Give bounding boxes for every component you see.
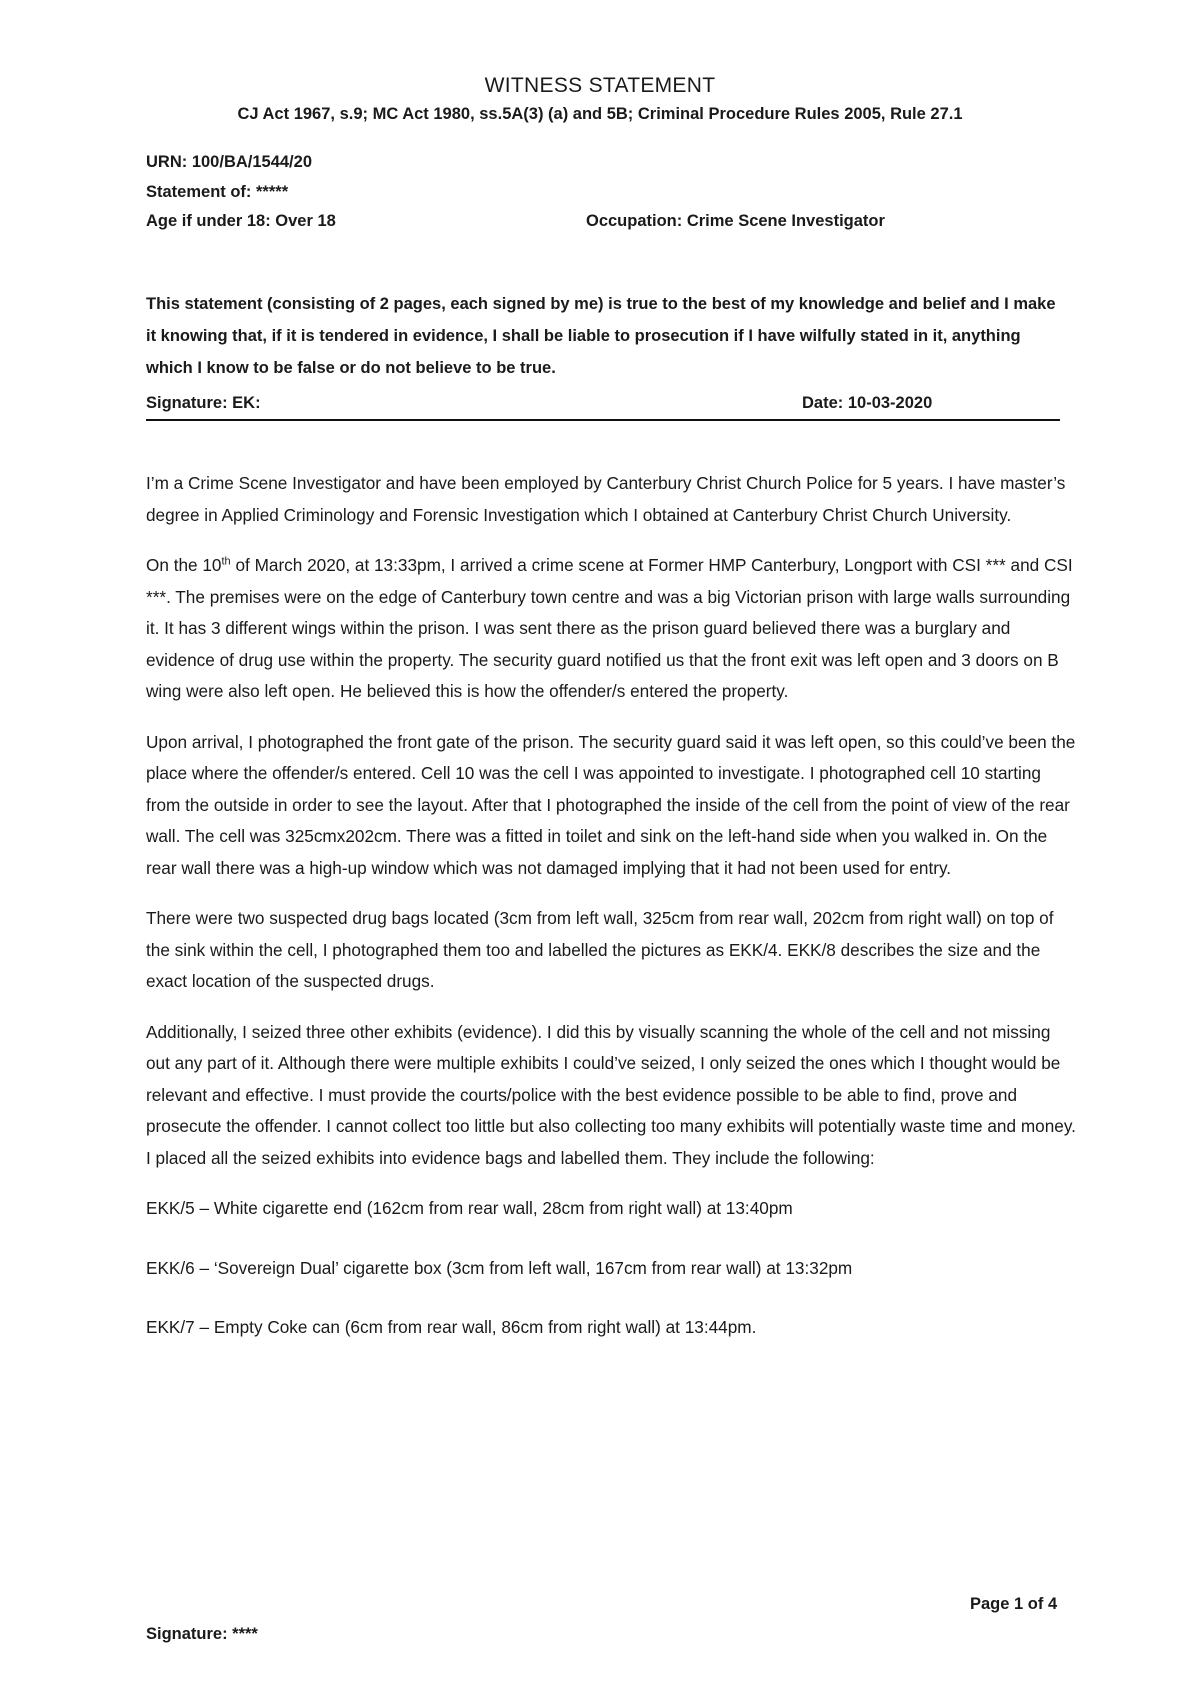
statement-body [146,468,1076,1372]
divider [146,419,1060,421]
date-field: Date: 10-03-2020 [802,394,933,412]
footer-signature: Signature: **** [146,1625,258,1643]
document-title: WITNESS STATEMENT [484,74,716,97]
paragraph-employment: I’m a Crime Scene Investigator and have been employed by Canterbury Christ Church Police for 5 years. I have master’s degree in Applied Criminology and Forensic Investigation which I obtained at Canterbury Christ Church University. [146,473,1066,525]
paragraph-exhibits: Additionally, I seized three other exhibits (evidence). I did this by visually scanning the whole of the cell and not missing out any part of it. Although there were multiple exhibits I could’ve seized, I only seized the ones which I thought would be relevant and effective. I must provide the courts/police with the best evidence possible to be able to find, prove and prosecute the offender. I cannot collect too little but also collecting too many exhibits will potentially waste time and money. I placed all the seized exhibits into evidence bags and labelled them. They include the following: [146,1021,1076,1168]
signature-field: Signature: EK: [146,394,261,412]
occupation-field: Occupation: Crime Scene Investigator [586,212,885,230]
paragraph-arrival [146,550,1076,708]
document-subtitle: CJ Act 1967, s.9; MC Act 1980, ss.5A(3) (a) and 5B; Criminal Procedure Rules 2005, Rule 27.1 [237,105,963,123]
page-number: Page 1 of 4 [970,1595,1058,1613]
paragraph-photography: Upon arrival, I photographed the front gate of the prison. The security guard said it was left open, so this could’ve been the place where the offender/s entered. Cell 10 was the cell I was appointed to investigate. I photographed cell 10 starting from the outside in order to see the layout. After that I photographed the inside of the cell from the point of view of the rear wall. The cell was 325cmx202cm. There was a fitted in toilet and sink on the left-hand side when you walked in. On the rear wall there was a high-up window which was not damaged implying that it had not been used for entry. [146,731,1076,878]
paragraph-arrival-rest: of March 2020, at 13:33pm, I arrived a crime scene at Former HMP Canterbury, Longport with CSI *** and CSI ***. The premises were on the edge of Canterbury town centre and was a big Victorian prison with large walls surrounding it. It has 3 different wings within the prison. I was sent there as the prison guard believed there was a burglary and evidence of drug use within the property. The security guard notified us that the front exit was left open and 3 doors on B wing were also left open. He believed this is how the offender/s entered the property. [146,555,1073,701]
age-field: Age if under 18: Over 18 [146,212,336,230]
ordinal-suffix: th [221,555,231,568]
urn-field: URN: 100/BA/1544/20 [146,153,312,171]
paragraph-drug-bags: There were two suspected drug bags located (3cm from left wall, 325cm from rear wall, 202cm from right wall) on top of the sink within the cell, I photographed them too and labelled the pictures as EKK/4. EKK/8 describes the size and the exact location of the suspected drugs. [146,908,1054,991]
exhibit-ekk6: EKK/6 – ‘Sovereign Dual’ cigarette box (3cm from left wall, 167cm from rear wall) at 13:32pm [146,1257,853,1278]
exhibit-ekk7: EKK/7 – Empty Coke can (6cm from rear wall, 86cm from right wall) at 13:44pm. [146,1317,757,1337]
declaration-text: This statement (consisting of 2 pages, each signed by me) is true to the best of my knowledge and belief and I make it knowing that, if it is tendered in evidence, I shall be liable to prosecution if I have wilfully stated in it, anything which I know to be false or do not believe to be true. [146,295,1056,377]
paragraph-arrival-start: On the 10 [146,555,222,575]
statement-of-field: Statement of: ***** [146,183,289,201]
exhibit-ekk5: EKK/5 – White cigarette end (162cm from rear wall, 28cm from right wall) at 13:40pm [146,1198,793,1218]
